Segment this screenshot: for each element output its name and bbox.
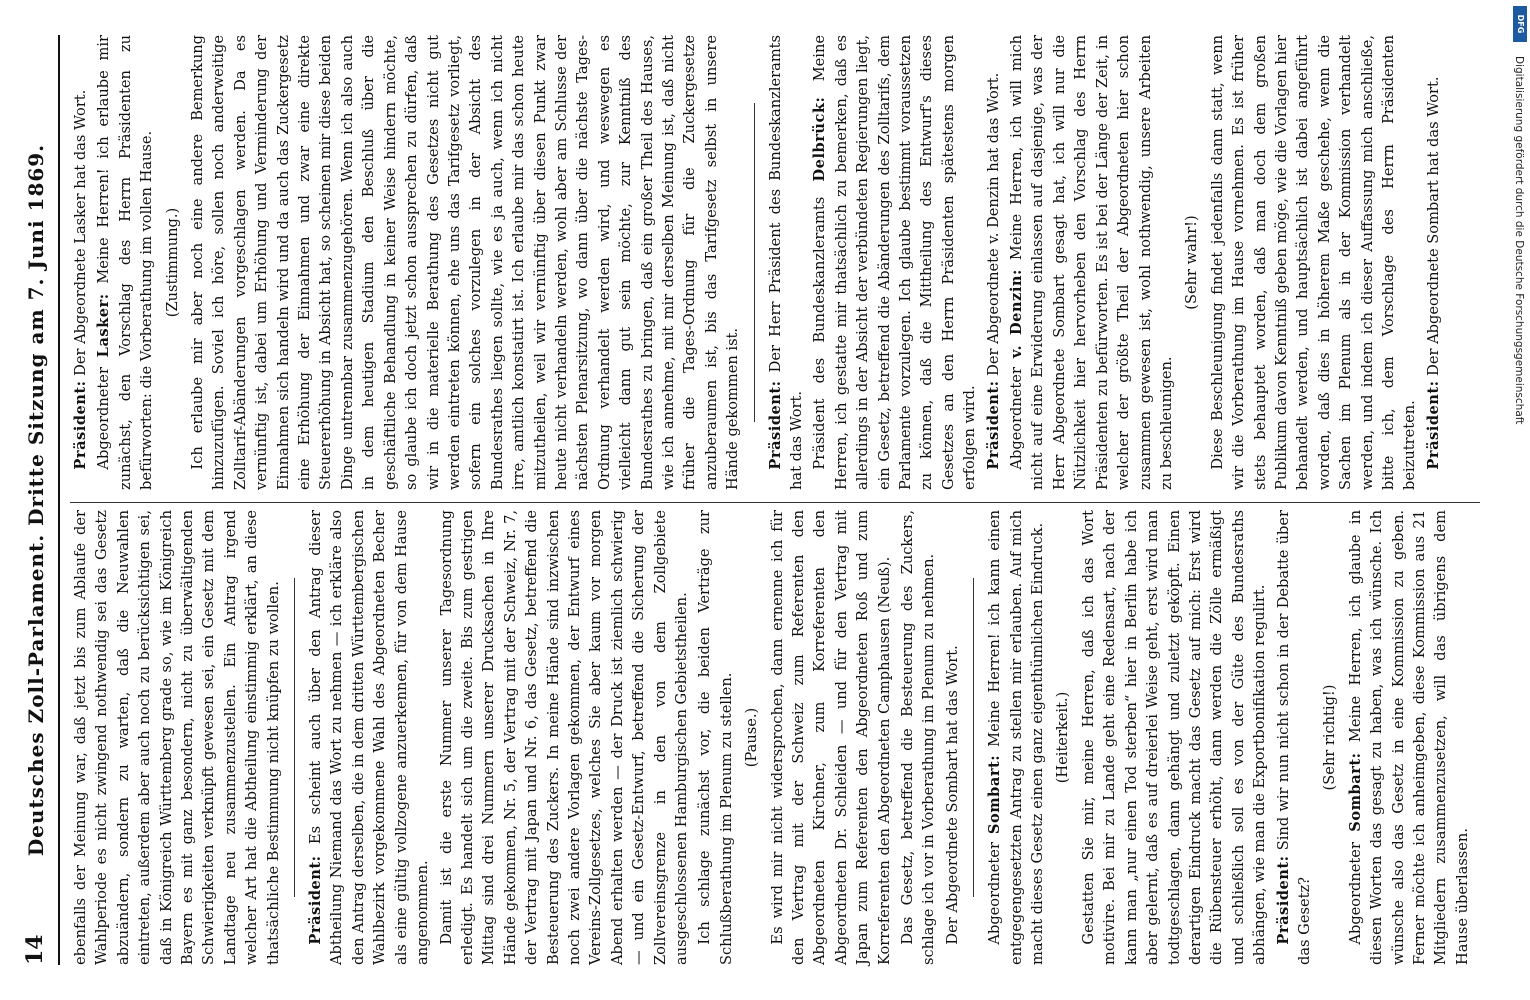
speaker-prefix: Abgeordneter — [95, 367, 113, 470]
speaker-name: v. Denzin: — [1008, 269, 1026, 359]
speaker-name: Delbrück: — [811, 96, 829, 182]
paragraph: Das Gesetz, betreffend die Besteuerung des Zuckers, schlage ich vor in Vorberathung im Plenum zu nehmen. — [899, 510, 938, 965]
running-title: Deutsches Zoll-Parlament. Dritte Sitzung am 7. Juni 1869. — [24, 143, 48, 857]
divider — [754, 103, 755, 422]
paragraph — [305, 510, 433, 965]
speaker-name: Sombart: — [1346, 752, 1364, 832]
paragraph — [809, 35, 980, 490]
speaker-name: Präsident: — [72, 380, 89, 470]
paragraph: ebenfalls der Meinung war, daß jetzt bis zum Ablaufe der Wahlperiode es nicht zwingend nothwendig sei das Gesetz abzuändern, sondern zu warten, daß die Neuwahlen eintreten, außerdem aber auch noch zu berücksichtigen sei, daß in Königreich Württemberg grade so, wie im Königreich Bayern es mit ganz besondern, nicht zu überwältigenden Schwierigkeiten verknüpft gewesen sei, ein Gesetz mit dem Landtage neu zusammenzustellen. Ein Antrag irgend welcher Art hat die Abtheilung einstimmig erklärt, an diese thatsächliche Bestimmung nicht knüpfen zu wollen. — [72, 510, 282, 965]
speech-text: Es scheint auch über den Antrag dieser Abtheilung Niemand das Wort zu nehmen — ich erkläre also den Antrag derselben, die in dem dritten Württembergischen Wahlbezirk vorgekommene Wahl des Abgeordneten Becher als eine gültig vollzogene anzuerkennen, für von dem Hause angenommen. — [307, 509, 432, 965]
dfg-logo-text: DFG — [1516, 14, 1525, 34]
speech-text: Der Abgeordnete Sombart hat das Wort. — [1424, 76, 1442, 376]
paragraph — [1345, 510, 1473, 965]
speech-text: Meine Herren, ich will mich nicht auf eine Erwiderung einlassen auf dasjenige, was der Herr Abgeordnete Sombart gesagt hat, ich will nur die Nützlichkeit hier hervorheben den Vorschlag des Herrn Präsidenten zu befürworten. Es ist bei der Länge der Zeit, in welcher der größte Theil der Abgeordneten hier schon zusammen gewesen ist, wohl nothwendig, unsere Arbeiten zu beschleunigen. — [1008, 34, 1175, 490]
speaker-name: Lasker: — [95, 293, 113, 358]
paragraph: Damit ist die erste Nummer unserer Tagesordnung erledigt. Es handelt sich um die zweite. Bis zum gestrigen Mittag sind drei Nummern unserer Drucksachen in Ihre Hände gekommen, Nr. 5, der Vertrag mit der Schweiz, Nr. 7, der Vertrag mit Japan und Nr. 6, das Gesetz, betreffend die Besteuerung des Zuckers. In meine Hände sind inzwischen noch zwei andere Vorlagen gekommen, der Entwurf eines Vereins-Zollgesetzes, welches Sie aber kaum vor morgen Abend erhalten werden — der Druck ist ziemlich schwierig — und ein Gesetz-Entwurf, betreffend die Sicherung der Zollvereinsgrenze in den von dem Zollgebiete ausgeschlossenen Hamburgischen Gebietstheilen. — [437, 510, 690, 965]
divider — [294, 578, 295, 897]
paragraph: Ich erlaube mir aber noch eine andere Bemerkung hinzuzufügen. Soviel ich höre, sollen noch anderweitige Zolltarif-Abänderungen vorgeschlagen werden. Da es vernünftig ist, dabei um Erhöhung und Verminderung der Einnahmen sich handeln wird und da auch das Zuckergesetz eine Erhöhung der Einnahmen und zwar eine direkte Steuererhöhung in Absicht hat, so scheinen mir diese beiden Dinge untrennbar zusammenzugehören. Wenn ich also auch in dem heutigen Stadium den Beschluß über die geschäftliche Behandlung in keiner Weise hindern möchte, so glaube ich doch jetzt schon aussprechen zu dürfen, daß wir in die materielle Berathung des Gesetzes nicht gut werden eintreten können, ehe uns das Tarifgesetz vorliegt, sofern ein solches vorzulegen in der Absicht des Bundesrathes liegen sollte, wie es ja auch, wenn ich nicht irre, amtlich konstatirt ist. Ich erlaube mir das schon heute mitzutheilen, weil wir vernünftig über diesen Punkt zwar heute nicht verhandeln werden, wohl aber am Schlusse der nächsten Plenarsitzung, wo dann über die nächste Tages-Ordnung verhandelt werden wird, und weswegen es vielleicht dann gut sein möchte, zur Kenntniß des Bundesrathes zu bringen, daß ein großer Theil des Hauses, wie ich annehme, mit mir derselben Meinung ist, daß nicht früher die Tages-Ordnung für die Zuckergesetze anzuberaumen ist, bis das Tarifgesetz selbst in unsere Hände gekommen ist. — [189, 35, 742, 490]
speech-text: Der Abgeordnete Lasker hat das Wort. — [72, 89, 89, 376]
paragraph — [1423, 35, 1444, 490]
interjection: (Pause.) — [743, 707, 761, 768]
speaker-prefix: Abgeordneter — [1008, 367, 1026, 470]
divider — [973, 578, 974, 897]
paragraph: Diese Beschleunigung findet jedenfalls dann statt, wenn wir die Vorberathung im Hause vornehmen. Es ist früher stets behauptet worden, daß man doch dem großen Publikum davon Kenntniß geben möge, wie die Vorlagen hier behandelt werden, und hauptsächlich ist dabei angeführt worden, daß dies in höherem Maße geschehe, wenn die Sachen im Plenum als in der Kommission verhandelt werden, und indem ich dieser Auffassung mich anschließe, bitte ich, dem Vorschlage des Herrn Präsidenten beizutreten. — [1208, 35, 1419, 490]
speaker-name: Präsident: — [307, 855, 325, 945]
paragraph: Gestatten Sie mir, meine Herren, daß ich das Wort motivire. Bei mir zu Lande geht eine Redensart, nach der kann man „nur einen Tod sterben“ hier in Berlin habe ich aber gelernt, daß es auf dreierlei Weise geht, erst wird man todtgeschlagen, dann gehängt und zuletzt geköpft. Einen derartigen Eindruck macht das Gesetz auf mich: Erst wird die Rübensteuer erhöht, dann werden die Zölle ermäßigt und schließlich soll es von der Güte des Bundesraths abhängen, wie man die Exportbonifikation regulirt. — [1079, 510, 1269, 965]
paragraph — [1006, 35, 1177, 490]
speech-text: Meine Herren, ich gestatte mir thatsächlich zu bemerken, daß es allerdings in der Absicht der verbündeten Regierungen liegt, ein Gesetz, betreffend die Abänderungen des Zolltarifs, dem Parlamente vorzulegen. Ich glaube bestimmt voraussetzen zu können, daß die Mittheilung des Entwurf's dieses Gesetzes an den Herrn Präsidenten spätestens morgen erfolgen wird. — [811, 34, 979, 490]
interjection: (Sehr richtig!) — [1321, 684, 1339, 791]
interjection: (Zustimmung.) — [163, 207, 181, 318]
rotated-page — [0, 5, 1505, 995]
running-head — [18, 35, 60, 965]
paragraph — [983, 35, 1004, 490]
speaker-prefix: Präsident des Bundeskanzleramts — [811, 196, 829, 470]
paragraph — [1273, 510, 1316, 965]
speaker-name: Präsident: — [1424, 380, 1442, 470]
speech-text: Der Herr Präsident des Bundeskanzleramts hat das Wort. — [766, 34, 805, 490]
speaker-name: Präsident: — [1274, 855, 1292, 945]
right-column — [70, 35, 1446, 490]
speaker-name: Präsident: — [984, 380, 1002, 470]
speaker-name: Präsident: — [766, 380, 784, 470]
paragraph: Es wird mir nicht widersprochen, dann ernenne ich für den Vertrag mit der Schweiz zum Referenten den Abgeordneten Kirchner, zum Korreferenten den Abgeordneten Dr. Schleiden — und für den Vertrag mit Japan zum Referenten den Abgeordneten Roß und zum Korreferenten den Abgeordneten Camphausen (Neuß). — [768, 510, 893, 965]
paragraph — [984, 510, 1048, 965]
speech-text: Der Abgeordnete v. Denzin hat das Wort. — [984, 72, 1002, 376]
credit-label: Digitalisierung gefördert durch die Deutsche Forschungsgemeinschaft — [1513, 56, 1525, 425]
speech-text: Meine Herren, ich glaube in diesen Worten das gesagt zu haben, was ich wünsche. Ich wünsche also das Gesetz in eine Kommission zu geben. Ferner möchte ich anheimgeben, diese Kommission aus 21 Mitgliedern zusammenzusetzen, will das übrigens dem Hause überlassen. — [1346, 509, 1471, 965]
speech-text: Sind wir nun nicht schon in der Debatte über das Gesetz? — [1274, 510, 1313, 965]
speaker-prefix: Abgeordneter — [1346, 842, 1364, 945]
paragraph — [765, 35, 808, 490]
page-number: 14 — [22, 934, 48, 965]
paragraph: Ich schlage zunächst vor, die beiden Verträge zur Schlußberathung im Plenum zu stellen. — [696, 510, 735, 965]
credit-text — [1510, 8, 1526, 992]
speech-text: Meine Herren! ich erlaube mir zunächst, den Vorschlag des Herrn Präsidenten zu befürworten: die Vorberathung im vollen Hause. — [95, 35, 156, 490]
interjection: (Heiterkeit.) — [1054, 691, 1072, 784]
left-column — [70, 510, 1475, 965]
speech-text: Meine Herren! ich kann einen entgegengesetzten Antrag zu stellen mir erlauben. Auf mich macht dieses Gesetz einen ganz eigenthümlichen Eindruck. — [986, 509, 1047, 965]
digitization-credit — [1512, 8, 1528, 992]
paragraph — [93, 35, 157, 490]
interjection: (Sehr wahr!) — [1183, 215, 1201, 310]
paragraph: Der Abgeordnete Sombart hat das Wort. — [943, 645, 961, 945]
paragraph — [70, 35, 91, 490]
speaker-prefix: Abgeordneter — [986, 842, 1004, 945]
column-divider — [70, 502, 1480, 503]
speaker-name: Sombart: — [986, 754, 1004, 835]
